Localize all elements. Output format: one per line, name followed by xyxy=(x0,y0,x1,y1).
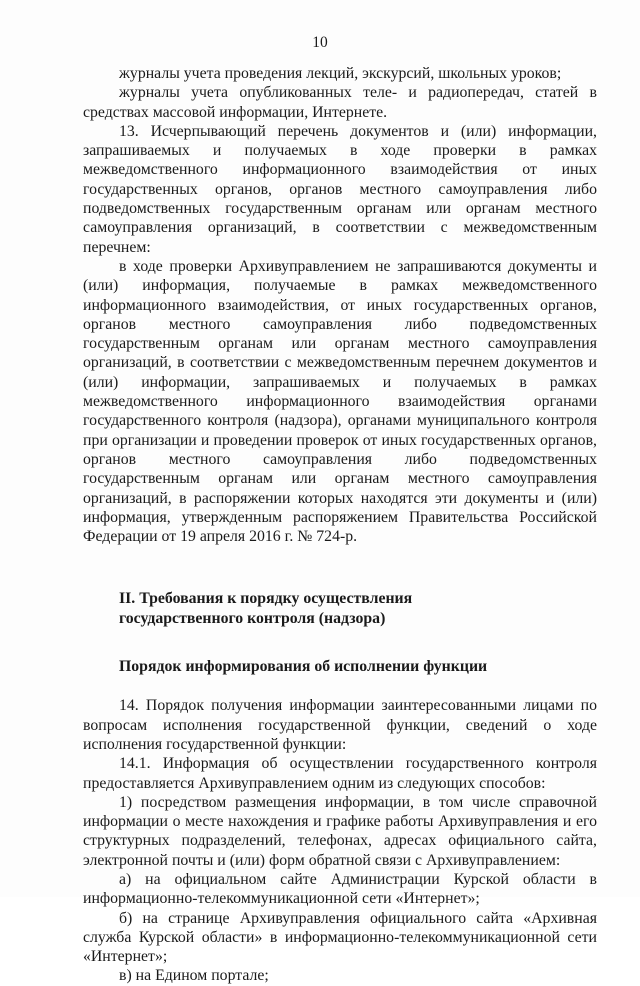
section-heading-line-1: II. Требования к порядку осуществления xyxy=(119,590,413,608)
page-number: 10 xyxy=(312,34,328,51)
paragraph: 1) посредством размещения информации, в том числе справочной информации о месте нахождения и графике работы Архивуправления и его структурных подразделений, телефонах, адресах официального сайта, электронной почты и (или) форм обратной связи с Архивуправлением: xyxy=(83,793,597,869)
paragraph: 14. Порядок получения информации заинтересованными лицами по вопросам исполнения государственной функции, сведений о ходе исполнения государственной функции: xyxy=(83,697,597,753)
paragraph: б) на странице Архивуправления официального сайта «Архивная служба Курской области» в информационно-телекоммуникационной сети «Интернет»; xyxy=(83,909,597,966)
paragraph: в ходе проверки Архивуправлением не запрашиваются документы и (или) информация, получаемые в рамках межведомственного информационного взаимодействия, от иных государственных органов, органов местного самоуправления либо подведомственных государственным органам или органам местного самоуправления организаций, в соответствии с межведомственным перечнем документов и (или) информации, запрашиваемых и получаемых в рамках межведомственного информационного взаимодействия органами государственного контроля (надзора), органами муниципального контроля при организации и проведении проверок от иных государственных органов, органов местного самоуправления либо подведомственных государственным органам или органам местного самоуправления организаций, в распоряжении которых находятся эти документы и (или) информация, утвержденным распоряжением Правительства Российской Федерации от 19 апреля 2016 г. № 724-р. xyxy=(83,257,597,546)
document-body xyxy=(83,64,597,986)
paragraph: журналы учета опубликованных теле- и радиопередач, статей в средствах массовой информации, Интернете. xyxy=(83,84,597,121)
section-heading-line-2: государственного контроля (надзора) xyxy=(119,609,386,627)
paragraph: 14.1. Информация об осуществлении государственного контроля предоставляется Архивуправлением одним из следующих способов: xyxy=(83,755,597,792)
paragraph: в) на Едином портале; xyxy=(119,967,269,985)
paragraph: 13. Исчерпывающий перечень документов и (или) информации, запрашиваемых и получаемых в ходе проверки в рамках межведомственного информационного взаимодействия от иных государственных органов, органов местного самоуправления либо подведомственных государственным органам или органам местного самоуправления организаций, в соответствии с межведомственным перечнем: xyxy=(83,122,597,256)
paragraph: а) на официальном сайте Администрации Курской области в информационно-телекоммуникационной сети «Интернет»; xyxy=(83,870,597,908)
paragraph: журналы учета проведения лекций, экскурсий, школьных уроков; xyxy=(119,65,562,82)
subheading: Порядок информирования об исполнении функции xyxy=(119,658,488,676)
